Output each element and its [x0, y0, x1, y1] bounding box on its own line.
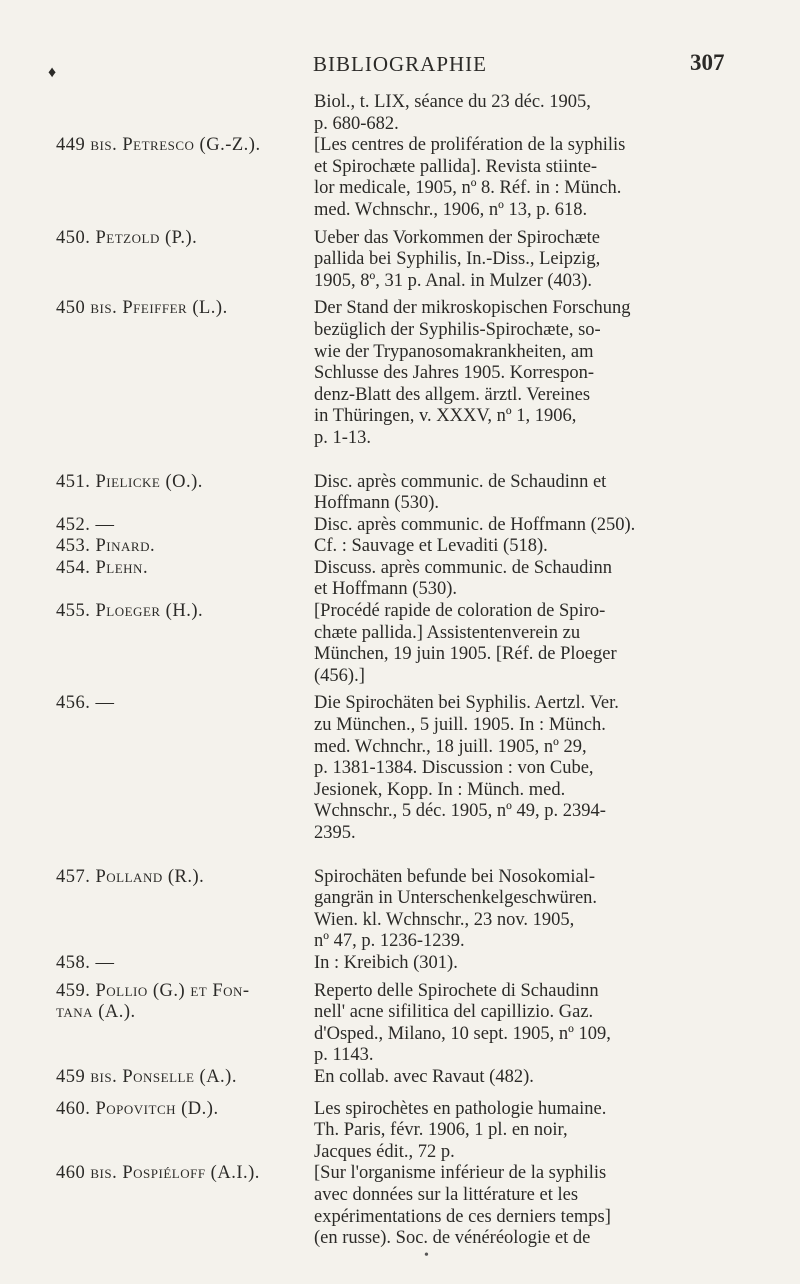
- citation-line: wie der Trypanosomakrankheiten, am: [314, 341, 594, 362]
- citation-line: in Thüringen, v. XXXV, nº 1, 1906,: [314, 406, 577, 427]
- entry-author-label: 456. —: [56, 693, 115, 714]
- entry-author-label: 457. Polland (R.).: [56, 866, 205, 887]
- entry-citation: [314, 1067, 756, 1089]
- citation-line: d'Osped., Milano, 10 sept. 1905, nº 109,: [314, 1023, 611, 1044]
- citation-line: En collab. avec Ravaut (482).: [314, 1066, 534, 1087]
- entry-citation: [314, 953, 756, 975]
- entry-author-label: 454. Plehn.: [56, 557, 149, 578]
- citation-line: München, 19 juin 1905. [Réf. de Ploeger: [314, 644, 617, 665]
- entry-author-label: 453. Pinard.: [56, 536, 156, 557]
- bibliography-entry: [56, 867, 756, 953]
- citation-line: nº 47, p. 1236-1239.: [314, 931, 465, 952]
- citation-line: avec données sur la littérature et les: [314, 1184, 579, 1205]
- citation-line: Wien. kl. Wchnschr., 23 nov. 1905,: [314, 909, 575, 930]
- citation-line: Disc. après communic. de Hoffmann (250).: [314, 514, 636, 535]
- bibliography-entry: [56, 601, 756, 687]
- bibliography-entry: [56, 298, 756, 449]
- bibliography-entry: [56, 515, 756, 537]
- bibliography-entry: [56, 558, 756, 601]
- entry-author-label: 452. —: [56, 514, 115, 535]
- citation-line: gangrän in Unterschenkelgeschwüren.: [314, 888, 598, 909]
- citation-line: Ueber das Vorkommen der Spirochæte: [314, 227, 601, 248]
- citation-line: In : Kreibich (301).: [314, 952, 458, 973]
- citation-line: (en russe). Soc. de vénéréologie et de: [314, 1228, 591, 1249]
- citation-line: zu München., 5 juill. 1905. In : Münch.: [314, 715, 606, 736]
- citation-line: med. Wchnchr., 18 juill. 1905, nº 29,: [314, 736, 587, 757]
- entry-citation: [314, 867, 756, 953]
- citation-line: et Spirochæte pallida]. Revista stiinte-: [314, 156, 598, 177]
- citation-line: p. 680-682.: [314, 113, 399, 134]
- citation-line: nell' acne sifilitica del capillizio. Gaz.: [314, 1002, 594, 1023]
- entry-citation: [314, 228, 756, 293]
- bibliography-entry: [56, 135, 756, 221]
- entry-citation: [314, 693, 756, 844]
- citation-line: 2395.: [314, 823, 356, 843]
- citation-line: p. 1-13.: [314, 427, 372, 448]
- running-header-title: BIBLIOGRAPHIE: [313, 52, 487, 76]
- citation-line: 1905, 8º, 31 p. Anal. in Mulzer (403).: [314, 270, 593, 291]
- entry-author-label: 449 bis. Petresco (G.-Z.).: [56, 135, 261, 156]
- citation-line: chæte pallida.] Assistentenverein zu: [314, 622, 581, 643]
- bibliography-entry: [56, 472, 756, 515]
- citation-line: Spirochäten befunde bei Nosokomial-: [314, 866, 596, 887]
- citation-line: Les spirochètes en pathologie humaine.: [314, 1098, 607, 1119]
- entry-citation: [314, 981, 756, 1067]
- citation-line: p. 1381-1384. Discussion : von Cube,: [314, 758, 594, 779]
- citation-line: Jacques édit., 72 p.: [314, 1141, 455, 1162]
- entry-author-label: 459 bis. Ponselle (A.).: [56, 1066, 237, 1087]
- bibliography-entry: [56, 92, 756, 135]
- citation-line: [Procédé rapide de coloration de Spiro-: [314, 601, 606, 622]
- entry-citation: [314, 472, 756, 515]
- citation-line: Schlusse des Jahres 1905. Korrespon-: [314, 363, 595, 384]
- bibliography-entry: [56, 981, 756, 1067]
- citation-line: med. Wchnschr., 1906, nº 13, p. 618.: [314, 199, 588, 220]
- citation-line: Discuss. après communic. de Schaudinn: [314, 557, 612, 578]
- citation-line: Cf. : Sauvage et Levaditi (518).: [314, 536, 548, 557]
- bibliography-entry: [56, 536, 756, 558]
- citation-line: lor medicale, 1905, nº 8. Réf. in : Münch.: [314, 178, 622, 199]
- entry-author-label: 450. Petzold (P.).: [56, 227, 198, 248]
- entry-citation: [314, 515, 756, 537]
- citation-line: Disc. après communic. de Schaudinn et: [314, 471, 607, 492]
- entry-author-label: 459. Pollio (G.) et Fon- tana (A.).: [56, 980, 250, 1023]
- citation-line: Die Spirochäten bei Syphilis. Aertzl. Ver.: [314, 693, 619, 714]
- entry-citation: [314, 135, 756, 221]
- citation-line: Der Stand der mikroskopischen Forschung: [314, 298, 631, 319]
- citation-line: Wchnschr., 5 déc. 1905, nº 49, p. 2394-: [314, 801, 606, 822]
- entry-author-label: 450 bis. Pfeiffer (L.).: [56, 298, 228, 319]
- citation-line: Jesionek, Kopp. In : Münch. med.: [314, 779, 566, 800]
- entry-author-label: 451. Pielicke (O.).: [56, 471, 203, 492]
- citation-line: bezüglich der Syphilis-Spirochæte, so-: [314, 319, 601, 340]
- bibliography-entry: [56, 1163, 756, 1249]
- entry-author-label: 460 bis. Pospiéloff (A.I.).: [56, 1163, 260, 1184]
- citation-line: (456).]: [314, 665, 365, 686]
- entry-citation: [314, 536, 756, 558]
- citation-line: [Sur l'organisme inférieur de la syphilis: [314, 1163, 607, 1184]
- entry-citation: [314, 298, 756, 449]
- citation-line: Hoffmann (530).: [314, 493, 440, 514]
- page-mark: ♦: [48, 64, 57, 81]
- entry-citation: [314, 601, 756, 687]
- bibliography-entry: [56, 953, 756, 975]
- entry-citation: [314, 558, 756, 601]
- bibliography-entry: [56, 1099, 756, 1164]
- bibliography-entry: [56, 1067, 756, 1089]
- entry-author-label: 458. —: [56, 952, 115, 973]
- page-number: 307: [690, 50, 725, 75]
- citation-line: pallida bei Syphilis, In.-Diss., Leipzig,: [314, 249, 601, 270]
- citation-line: Biol., t. LIX, séance du 23 déc. 1905,: [314, 92, 591, 112]
- citation-line: et Hoffmann (530).: [314, 579, 457, 600]
- bibliography-entry: [56, 693, 756, 844]
- citation-line: [Les centres de prolifération de la syphilis: [314, 135, 626, 156]
- citation-line: Reperto delle Spirochete di Schaudinn: [314, 980, 599, 1001]
- entry-citation: [314, 92, 756, 135]
- entry-citation: [314, 1099, 756, 1164]
- entry-citation: [314, 1163, 756, 1249]
- entry-author-label: 460. Popovitch (D.).: [56, 1098, 219, 1119]
- citation-line: denz-Blatt des allgem. ärztl. Vereines: [314, 384, 591, 405]
- bibliography-entries: [56, 92, 756, 1250]
- entry-author-label: 455. Ploeger (H.).: [56, 601, 204, 622]
- footer-mark: •: [424, 1248, 429, 1263]
- citation-line: Th. Paris, févr. 1906, 1 pl. en noir,: [314, 1120, 568, 1141]
- citation-line: p. 1143.: [314, 1045, 374, 1066]
- bibliography-entry: [56, 228, 756, 293]
- citation-line: expérimentations de ces derniers temps]: [314, 1206, 611, 1227]
